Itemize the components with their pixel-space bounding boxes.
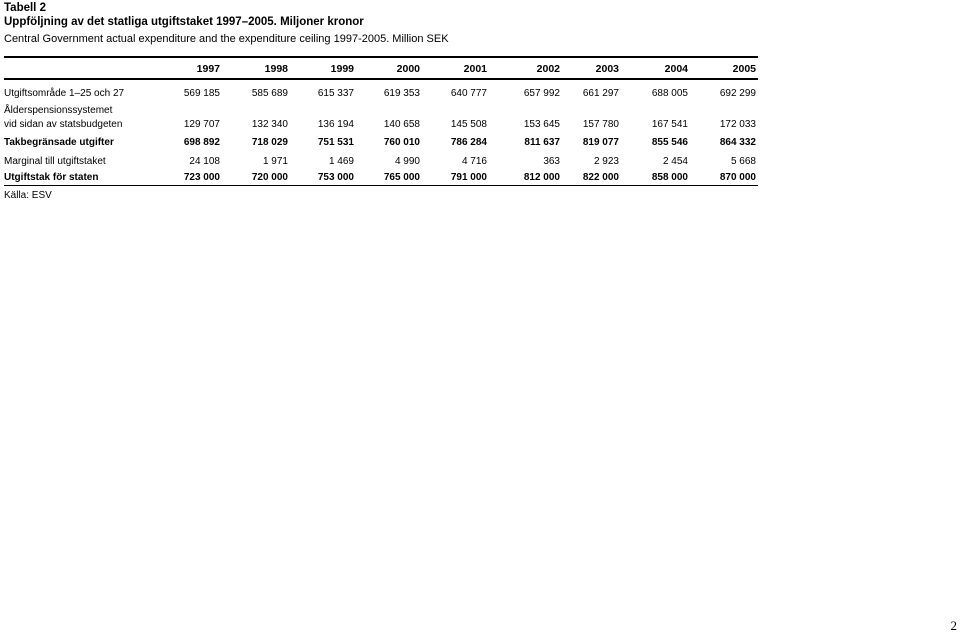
table-cell: 751 531 bbox=[317, 137, 354, 148]
table-cell: 132 340 bbox=[251, 119, 288, 130]
table-cell: 4 990 bbox=[394, 156, 420, 167]
table-cell: 145 508 bbox=[450, 119, 487, 130]
table-row bbox=[4, 136, 758, 150]
table-cell: 24 108 bbox=[189, 156, 220, 167]
table-cell: 812 000 bbox=[523, 172, 560, 183]
source-note: Källa: ESV bbox=[4, 190, 52, 201]
table-cell: 786 284 bbox=[450, 137, 487, 148]
table-cell: 1 971 bbox=[262, 156, 288, 167]
table-row bbox=[4, 171, 758, 185]
page-number: 2 bbox=[950, 618, 957, 633]
table-cell: 172 033 bbox=[719, 119, 756, 130]
year-header: 1997 bbox=[196, 63, 220, 75]
table-cell: 661 297 bbox=[582, 88, 619, 99]
table-cell: 870 000 bbox=[719, 172, 756, 183]
title-block bbox=[4, 1, 449, 46]
table-row bbox=[4, 118, 758, 132]
table-cell: 822 000 bbox=[582, 172, 619, 183]
table-row-label-line bbox=[4, 104, 758, 118]
year-header: 1998 bbox=[264, 63, 288, 75]
table-row bbox=[4, 87, 758, 101]
row-label: Utgiftstak för staten bbox=[4, 172, 99, 183]
table-cell: 1 469 bbox=[328, 156, 354, 167]
table-cell: 688 005 bbox=[651, 88, 688, 99]
row-label-continuation: vid sidan av statsbudgeten bbox=[4, 119, 123, 130]
table-cell: 153 645 bbox=[523, 119, 560, 130]
table-cell: 363 bbox=[543, 156, 560, 167]
year-header: 2002 bbox=[536, 63, 560, 75]
table-cell: 2 923 bbox=[593, 156, 619, 167]
table-cell: 640 777 bbox=[450, 88, 487, 99]
table-cell: 136 194 bbox=[317, 119, 354, 130]
year-header: 2000 bbox=[396, 63, 420, 75]
table-row bbox=[4, 155, 758, 169]
year-header: 2004 bbox=[664, 63, 688, 75]
table-cell: 753 000 bbox=[317, 172, 354, 183]
table-cell: 2 454 bbox=[662, 156, 688, 167]
table-cell: 692 299 bbox=[719, 88, 756, 99]
table-cell: 140 658 bbox=[383, 119, 420, 130]
table-cell: 811 637 bbox=[524, 137, 560, 148]
table-title: Uppföljning av det statliga utgiftstaket 1997–2005. Miljoner kronor bbox=[4, 16, 364, 28]
table-cell: 765 000 bbox=[383, 172, 420, 183]
table-cell: 615 337 bbox=[317, 88, 354, 99]
table-cell: 157 780 bbox=[582, 119, 619, 130]
row-label: Ålderspensionssystemet bbox=[4, 105, 113, 116]
table-cell: 569 185 bbox=[183, 88, 220, 99]
table-cell: 585 689 bbox=[251, 88, 288, 99]
row-label: Utgiftsområde 1–25 och 27 bbox=[4, 88, 125, 99]
row-label: Takbegränsade utgifter bbox=[4, 137, 114, 148]
table-cell: 698 892 bbox=[183, 137, 220, 148]
table-cell: 129 707 bbox=[183, 119, 220, 130]
table-label: Tabell 2 bbox=[4, 2, 46, 14]
table-cell: 855 546 bbox=[651, 137, 688, 148]
year-header: 2001 bbox=[463, 63, 487, 75]
table-subtitle: Central Government actual expenditure and the expenditure ceiling 1997-2005. Million SEK bbox=[4, 33, 449, 45]
table-cell: 858 000 bbox=[651, 172, 688, 183]
table-cell: 5 668 bbox=[730, 156, 756, 167]
table-cell: 718 029 bbox=[251, 137, 288, 148]
table-cell: 619 353 bbox=[383, 88, 420, 99]
table-cell: 864 332 bbox=[719, 137, 756, 148]
header-row bbox=[4, 58, 758, 78]
expenditure-table bbox=[4, 56, 758, 203]
table-cell: 167 541 bbox=[651, 119, 688, 130]
table-cell: 720 000 bbox=[251, 172, 288, 183]
table-cell: 791 000 bbox=[450, 172, 487, 183]
table-cell: 657 992 bbox=[523, 88, 560, 99]
table-cell: 723 000 bbox=[183, 172, 220, 183]
table-cell: 4 716 bbox=[461, 156, 487, 167]
year-header: 2003 bbox=[595, 63, 619, 75]
year-header: 1999 bbox=[330, 63, 354, 75]
row-label: Marginal till utgiftstaket bbox=[4, 156, 106, 167]
bottom-rule bbox=[4, 185, 758, 186]
table-cell: 760 010 bbox=[383, 137, 420, 148]
year-header: 2005 bbox=[732, 63, 756, 75]
table-cell: 819 077 bbox=[582, 137, 619, 148]
